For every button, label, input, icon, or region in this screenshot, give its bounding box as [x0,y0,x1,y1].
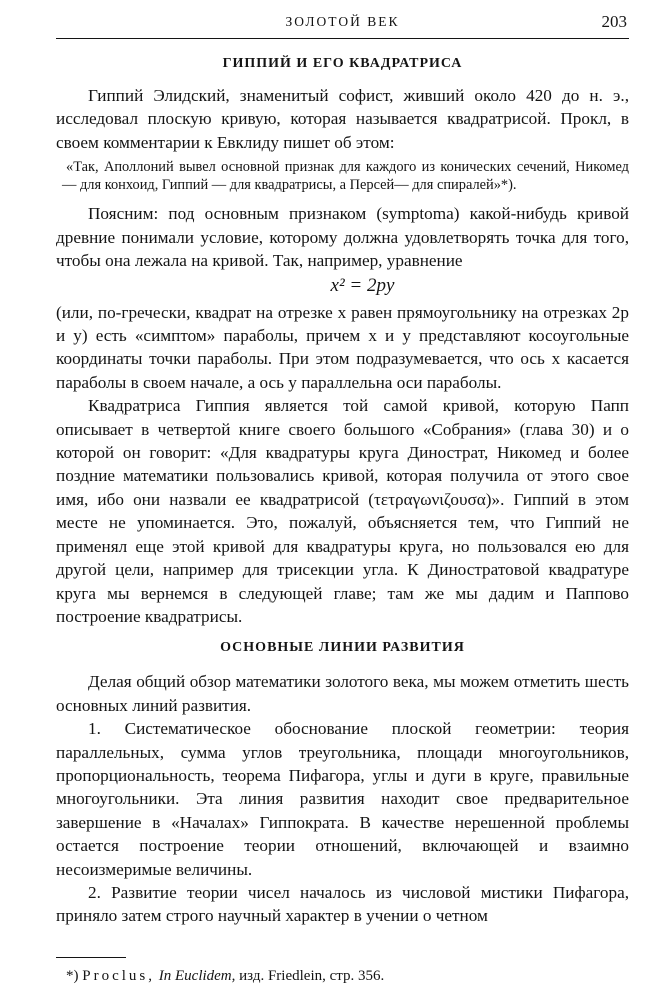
list-item-number-theory: 2. Развитие теории чисел началось из числовой мистики Пифагора, приняло затем строго научный характер в учении о четном [56,882,629,926]
footnote-marker: *) [66,968,79,984]
quote-text: «Так, Аполлоний вывел основной признак для каждого из конических сечений, Никомед — для конхоид, Гиппий — для квадратрисы, а Персей— для спиралей»*). [62,159,629,193]
running-title: ЗОЛОТОЙ ВЕК [285,14,400,29]
section-title-lines: ОСНОВНЫЕ ЛИНИИ РАЗВИТИЯ [220,640,465,656]
list-item-geometry: 1. Систематическое обоснование плоской геометрии: теория параллельных, сумма углов треугольника, площади многоугольников, пропорциональность, теорема Пифагора, углы и дуги в круге, правильные многоугольники. Эта линия развития находит свое предварительное завершение в «Началах» Гиппократа. В качестве нерешенной проблемы остается построение теории отношений, включающей и взаимно несоизмеримые величины. [56,719,629,879]
text-column [56,50,629,928]
footnote-author: Proclus, [82,968,155,984]
header-rule [56,38,629,39]
running-header [56,10,629,36]
paragraph-quadratrix: Квадратриса Гиппия является той самой кривой, которую Папп описывает в четвертой книге своего большого «Собрания» (глава 30) и о которой он говорит: «Для квадратуры круга Динострат, Никомед и более поздние математики пользовались кривой, которая получила от этого свое имя, ибо они назвали ее квадратрисой (τετραγωνιζουσα)». Гиппий в этом месте не упоминается. Это, пожалуй, объясняется тем, что Гиппий не применял еще этой кривой для квадратуры круга, но пользовался ею для другой цели, например для трисекции угла. К Диностратовой квадратуре круга мы вернемся в следующей главе; там же мы дадим и Паппово построение квадратрисы. [56,396,629,626]
paragraph-symptoma: Поясним: под основным признаком (symptoma) какой-нибудь кривой древние понимали условие, которому должна удовлетворять точка для того, чтобы она лежала на кривой. Так, например, уравнение [56,204,629,271]
page-number: 203 [601,12,627,31]
footnote-rule [56,957,126,958]
paragraph-symptom-explanation: (или, по-гречески, квадрат на отрезке x равен прямоугольнику на отрезках 2p и y) есть «симптом» параболы, причем x и y представляют косоугольные координаты точки параболы. При этом подразумевается, что ось x касается параболы в своем начале, а ось y параллельна оси параболы. [56,302,629,392]
section-title-hippias: ГИППИЙ И ЕГО КВАДРАТРИСА [222,56,463,71]
paragraph-hippias-intro: Гиппий Элидский, знаменитый софист, живший около 420 до н. э., исследовал плоскую кривую, которая называется квадратрисой. Прокл, в своем комментарии к Евклиду пишет об этом: [56,86,629,152]
footnote-edition: изд. Friedlein, стр. 356. [239,968,385,984]
footnote-work: In Euclidem, [158,968,236,984]
paragraph-overview: Делая общий обзор математики золотого века, мы можем отметить шесть основных линий развития. [56,672,629,715]
formula-parabola: x² = 2py [330,274,395,296]
proclus-quote [56,159,629,194]
footnote [66,966,384,986]
